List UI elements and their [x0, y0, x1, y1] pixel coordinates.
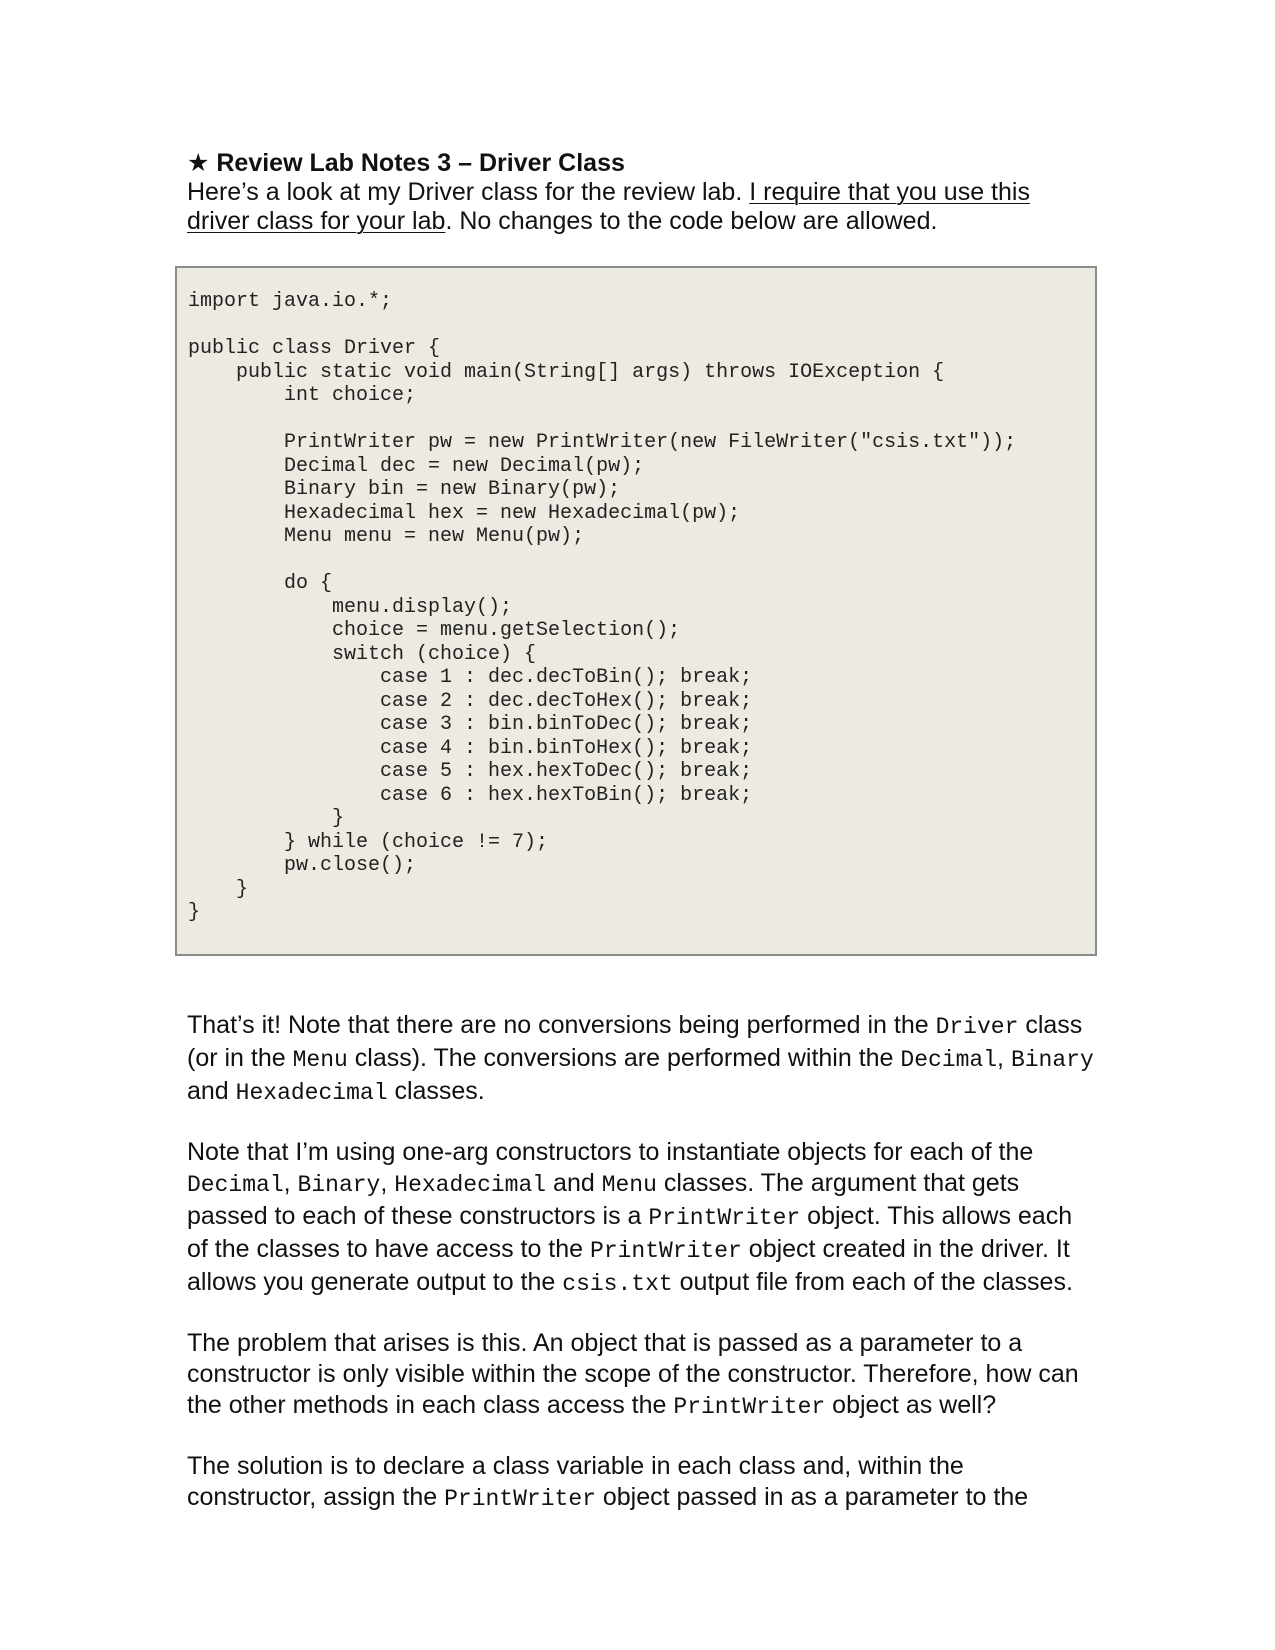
code-line: Binary bin = new Binary(pw);	[188, 478, 621, 501]
inline-code: Hexadecimal	[394, 1172, 547, 1198]
inline-code: Binary	[297, 1172, 381, 1198]
code-line: import java.io.*;	[188, 290, 393, 313]
explanation-body	[187, 1010, 1097, 1543]
inline-code: PrintWriter	[590, 1238, 742, 1264]
code-line: case 5 : hex.hexToDec(); break;	[188, 760, 753, 783]
inline-code: Menu	[292, 1047, 348, 1073]
code-line: pw.close();	[188, 854, 417, 877]
requirement-underlined-text: I require that you use this driver class for your lab	[187, 178, 1030, 235]
inline-code: PrintWriter	[673, 1394, 826, 1420]
inline-code: Decimal	[187, 1172, 284, 1198]
section-title	[187, 148, 1097, 178]
inline-code: Binary	[1010, 1047, 1094, 1073]
code-line: case 2 : dec.decToHex(); break;	[188, 689, 753, 713]
inline-code: PrintWriter	[648, 1205, 801, 1231]
code-line: Decimal dec = new Decimal(pw);	[188, 454, 645, 478]
star-icon: ★	[187, 149, 210, 177]
code-line	[188, 314, 1095, 338]
code-line: public static void main(String[] args) throws IOException {	[188, 360, 945, 384]
code-line: }	[188, 807, 345, 830]
code-line: do {	[188, 572, 333, 595]
code-line	[188, 549, 1095, 573]
code-line: }	[188, 901, 201, 924]
code-line: case 3 : bin.binToDec(); break;	[188, 713, 753, 736]
paragraph-constructors: Note that I’m using one-arg constructors to instantiate objects for each of the Decimal, Binary, Hexadecimal and Menu classes. The argument that gets passed to each of these constructors is a PrintWriter object. This allows each of the classes to have access to the PrintWriter object created in the driver. It allows you generate output to the csis.txt output file from each of the classes.	[187, 1138, 1073, 1297]
intro-tail-text: . No changes to the code below are allowed.	[445, 207, 938, 235]
code-line: }	[188, 877, 249, 901]
code-line: int choice;	[188, 384, 417, 407]
paragraph-solution: The solution is to declare a class variable in each class and, within the constructor, assign the PrintWriter object passed in as a parameter to the	[187, 1452, 1029, 1512]
paragraph-problem: The problem that arises is this. An object that is passed as a parameter to a constructor is only visible within the scope of the constructor. Therefore, how can the other methods in each class access the PrintWriter object as well?	[187, 1329, 1079, 1420]
document-header	[187, 148, 1097, 236]
code-line: choice = menu.getSelection();	[188, 619, 681, 642]
code-line: menu.display();	[188, 595, 513, 619]
inline-code: PrintWriter	[444, 1486, 596, 1512]
intro-paragraph	[187, 178, 1097, 236]
code-line: case 4 : bin.binToHex(); break;	[188, 736, 753, 760]
code-line: Hexadecimal hex = new Hexadecimal(pw);	[188, 501, 741, 525]
inline-code: csis.txt	[562, 1271, 673, 1297]
section-title-text: Review Lab Notes 3 – Driver Class	[216, 149, 625, 177]
inline-code: Hexadecimal	[235, 1080, 388, 1106]
driver-code-block	[175, 266, 1097, 956]
code-line: switch (choice) {	[188, 642, 537, 666]
inline-code: Decimal	[900, 1047, 998, 1073]
code-line: Menu menu = new Menu(pw);	[188, 525, 585, 548]
intro-text: Here’s a look at my Driver class for the review lab.	[187, 178, 750, 206]
code-line: PrintWriter pw = new PrintWriter(new FileWriter("csis.txt"));	[188, 431, 1017, 454]
code-line: public class Driver {	[188, 337, 441, 360]
code-line: case 1 : dec.decToBin(); break;	[188, 666, 753, 689]
code-line: } while (choice != 7);	[188, 830, 549, 854]
code-line	[188, 408, 1095, 432]
inline-code: Menu	[601, 1172, 657, 1198]
inline-code: Driver	[935, 1014, 1019, 1040]
paragraph-no-conversions: That’s it! Note that there are no conversions being performed in the Driver class (or in the Menu class). The conversions are performed within the Decimal, Binary and Hexadecimal classes.	[187, 1011, 1094, 1106]
code-line: case 6 : hex.hexToBin(); break;	[188, 783, 753, 807]
